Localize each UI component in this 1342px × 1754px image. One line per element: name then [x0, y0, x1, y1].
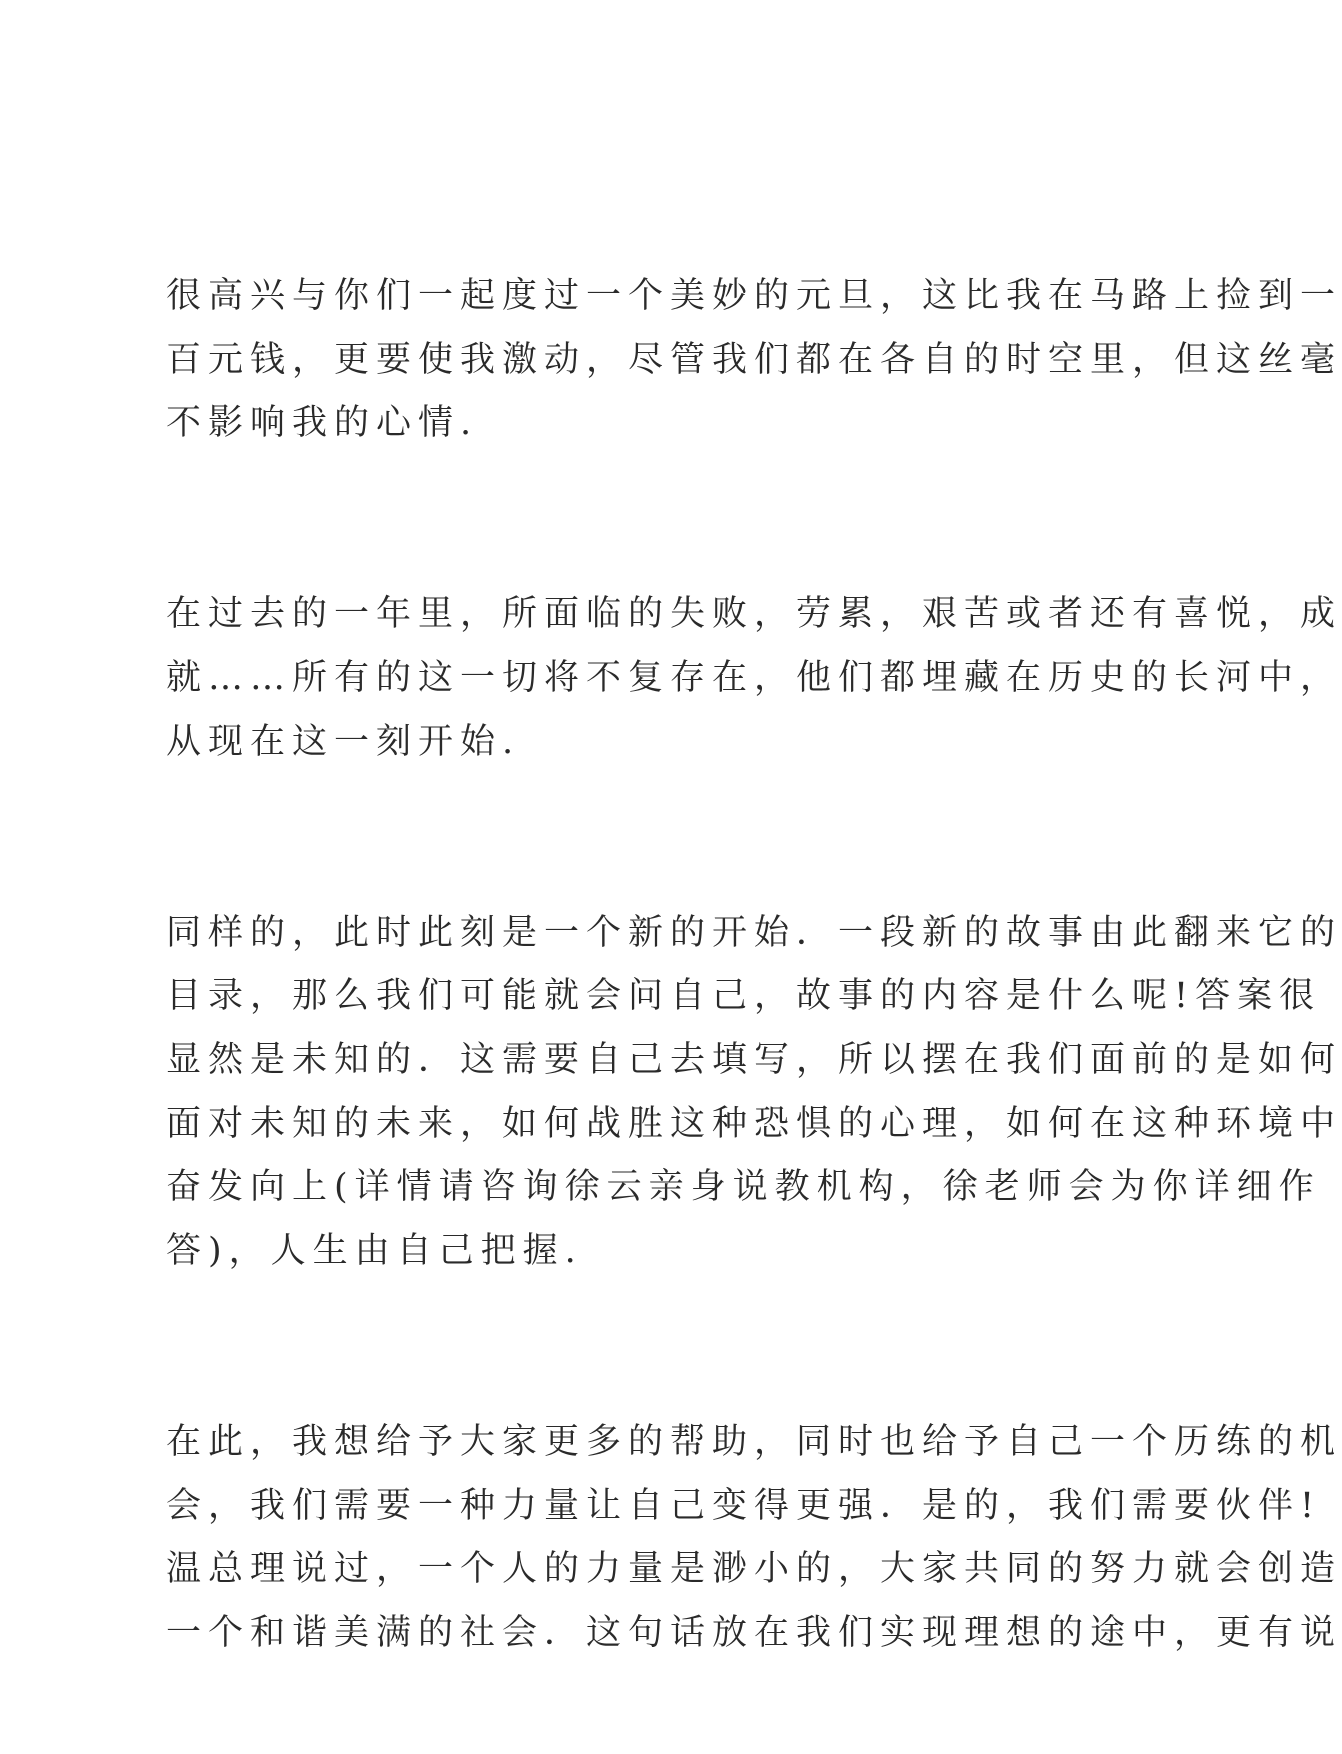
text-line: 百元钱，更要使我激动，尽管我们都在各自的时空里，但这丝毫	[166, 339, 1342, 380]
paragraph-3	[166, 902, 1342, 1284]
text-line: 答)，人生由自己把握.	[166, 1230, 583, 1271]
text-line: 不影响我的心情.	[166, 403, 479, 444]
text-line: 在此，我想给予大家更多的帮助，同时也给予自己一个历练的机	[166, 1421, 1342, 1462]
paragraph-1	[166, 265, 1342, 456]
text-line: 在过去的一年里，所面临的失败，劳累，艰苦或者还有喜悦，成	[166, 594, 1342, 635]
text-line: 很高兴与你们一起度过一个美妙的元旦，这比我在马路上捡到一	[166, 276, 1342, 316]
document-body	[166, 265, 1342, 1665]
text-line: 面对未知的未来，如何战胜这种恐惧的心理，如何在这种环境中	[166, 1103, 1342, 1144]
text-line: 就……所有的这一切将不复存在，他们都埋藏在历史的长河中，	[166, 657, 1342, 698]
paragraph-4	[166, 1411, 1342, 1665]
text-line: 会，我们需要一种力量让自己变得更强．是的，我们需要伙伴!	[166, 1485, 1322, 1526]
paragraph-spacer	[166, 774, 1096, 902]
text-line: 从现在这一刻开始.	[166, 721, 521, 762]
text-line: 温总理说过，一个人的力量是渺小的，大家共同的努力就会创造	[166, 1549, 1342, 1590]
paragraph-spacer	[166, 456, 1096, 584]
paragraph-2	[166, 583, 1342, 774]
text-line: 奋发向上(详情请咨询徐云亲身说教机构，徐老师会为你详细作	[166, 1167, 1321, 1208]
text-line: 显然是未知的．这需要自己去填写，所以摆在我们面前的是如何	[166, 1039, 1342, 1080]
text-line: 一个和谐美满的社会．这句话放在我们实现理想的途中，更有说	[166, 1612, 1342, 1653]
text-line: 同样的，此时此刻是一个新的开始．一段新的故事由此翻来它的	[166, 912, 1342, 953]
paragraph-spacer	[166, 1283, 1096, 1411]
text-line: 目录，那么我们可能就会问自己，故事的内容是什么呢!答案很	[166, 976, 1322, 1017]
